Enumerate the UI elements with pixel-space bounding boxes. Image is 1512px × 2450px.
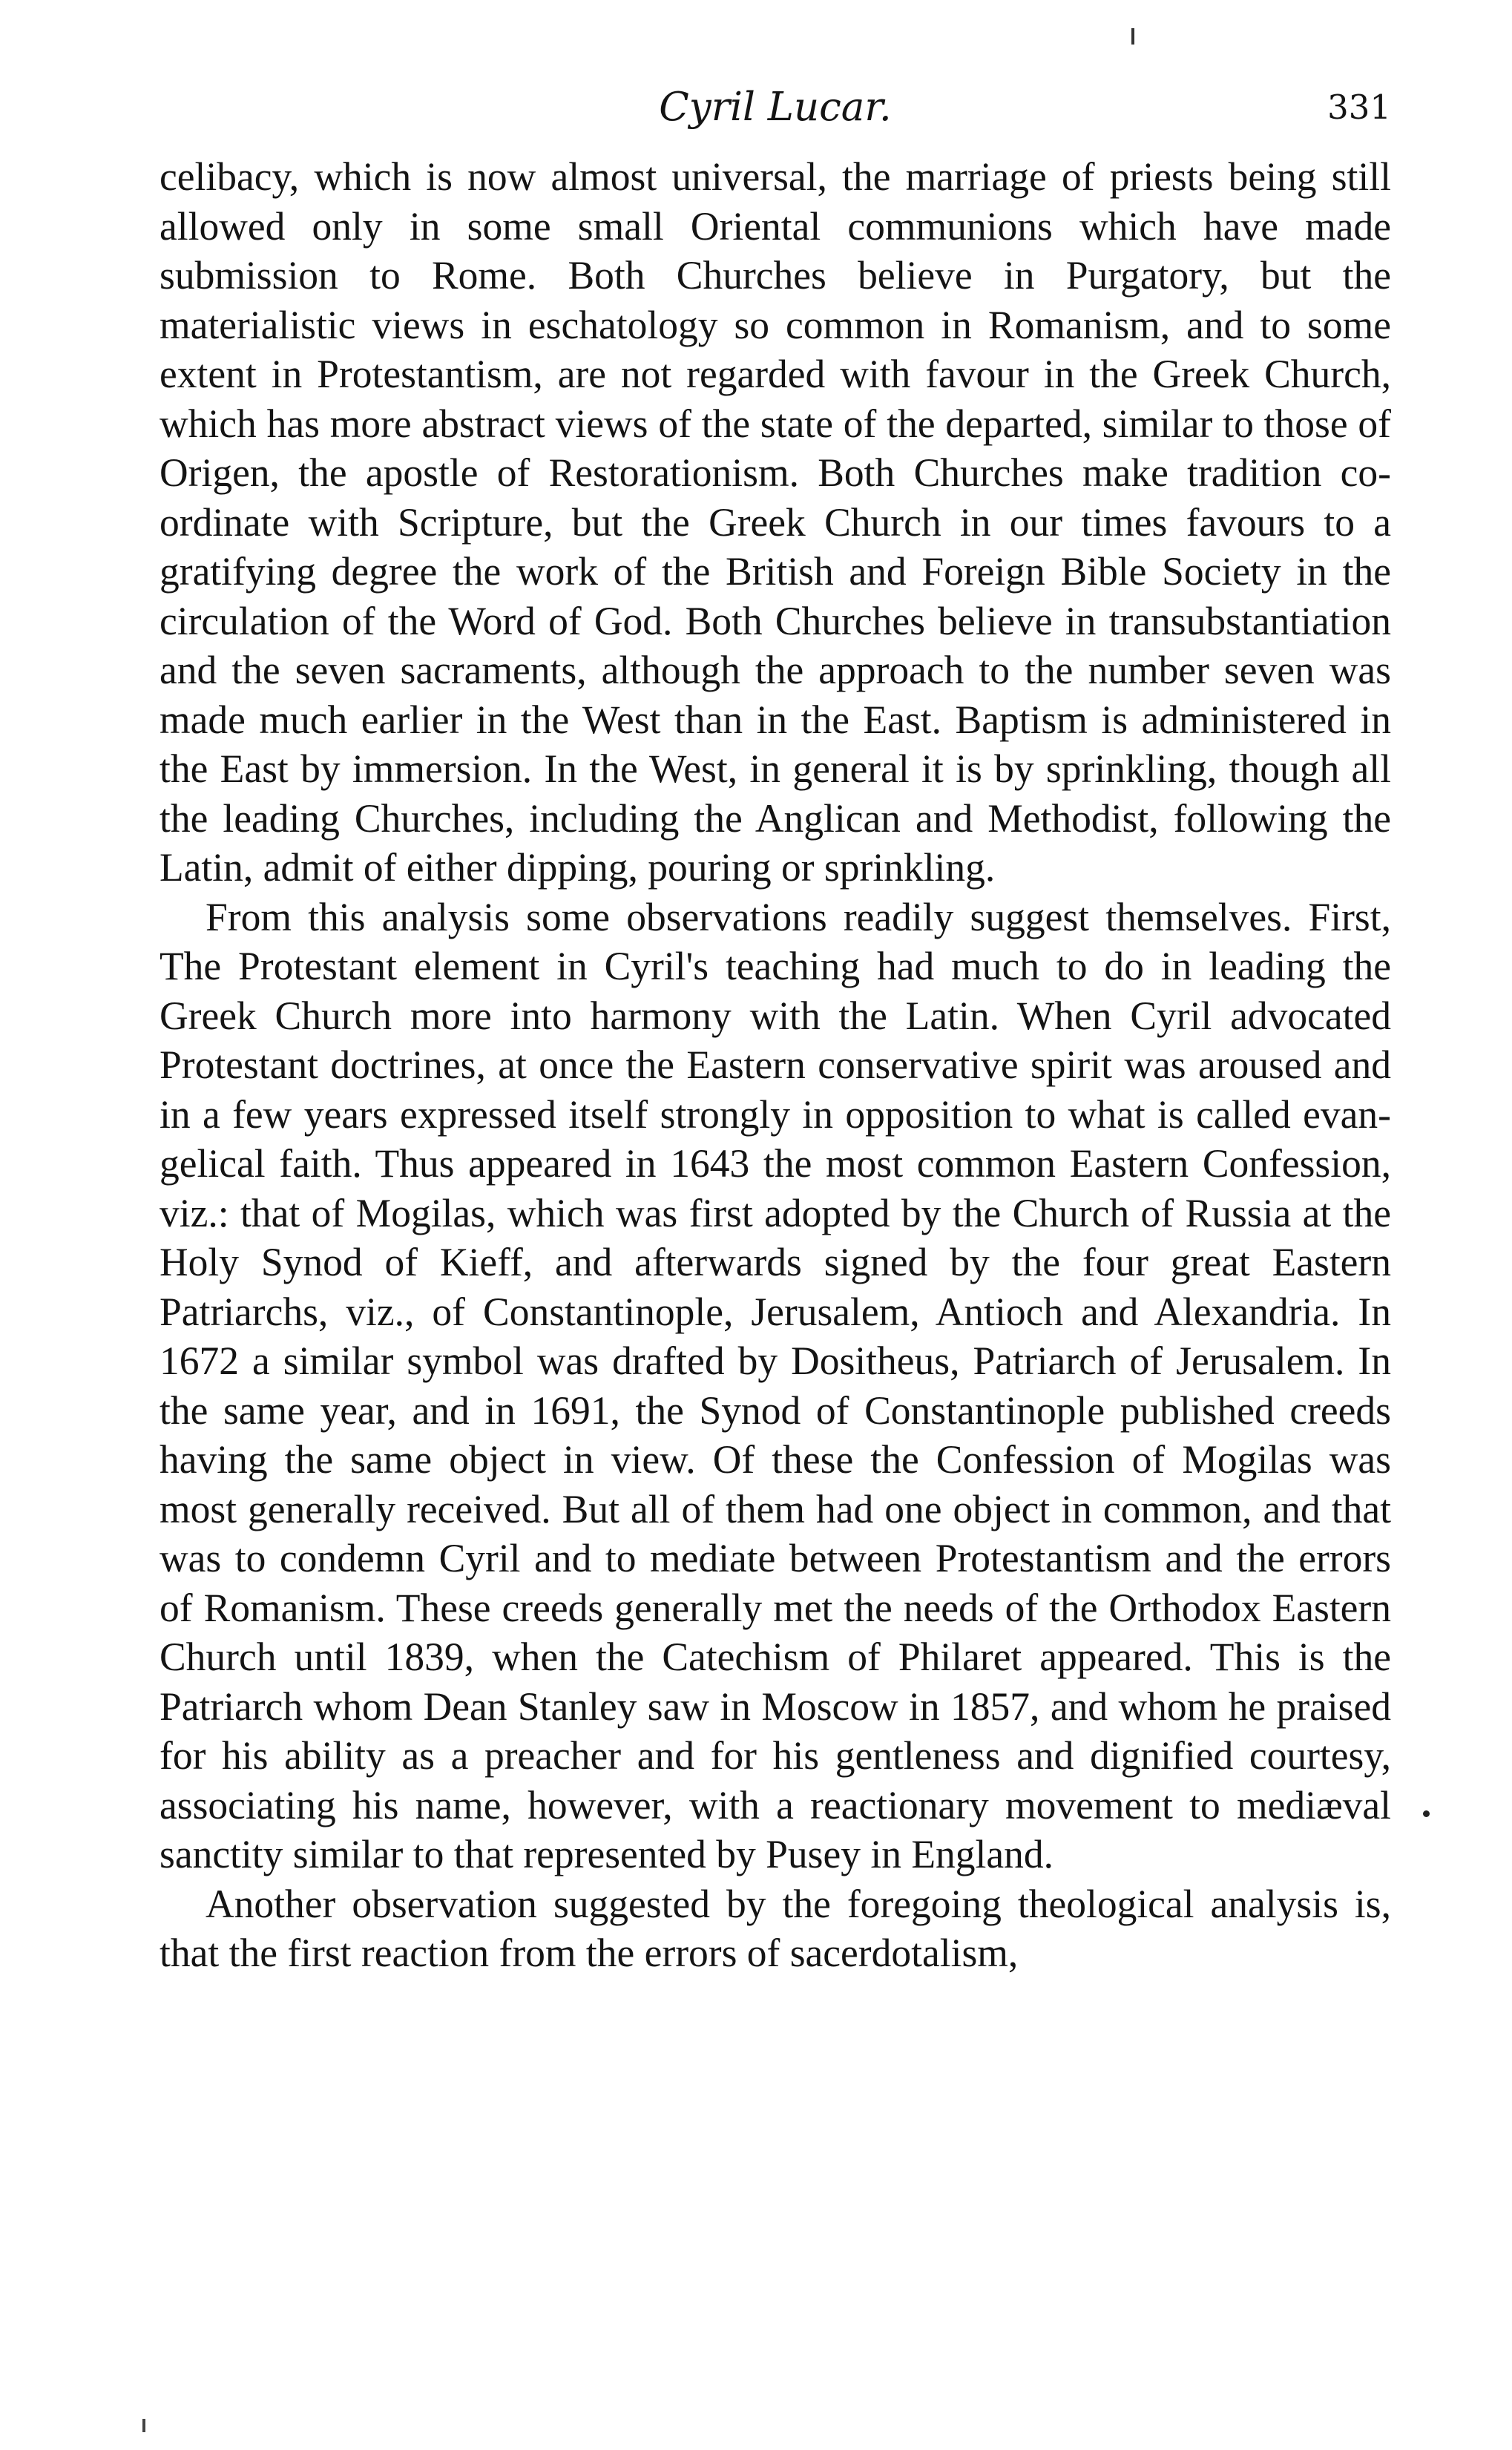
book-page	[160, 78, 1391, 1978]
running-title: Cyril Lucar.	[659, 85, 892, 130]
page-number: 331	[1327, 88, 1391, 127]
body-text	[160, 152, 1391, 1978]
paragraph-1: celibacy, which is now almost universal, the marriage of priests being still allowed only in some small Oriental communions which have made submission to Rome. Both Churches believe in Purgatory, but the materialistic views in eschatology so common in Romanism, and to some extent in Protestantism, are not regarded with favour in the Greek Church, which has more abstract views of the state of the departed, similar to those of Origen, the apostle of Restorationism. Both Churches make tradition co-ordinate with Scripture, but the Greek Church in our times favours to a gratifying degree the work of the British and Foreign Bible Society in the circulation of the Word of God. Both Churches believe in transubstantiation and the seven sacraments, although the approach to the number seven was made much earlier in the West than in the East. Baptism is administered in the East by immersion. In the West, in general it is by sprinkling, though all the leading Churches, including the Anglican and Methodist, following the Latin, admit of either dipping, pouring or sprinkling.	[160, 154, 1391, 890]
page-header	[160, 78, 1391, 152]
paragraph-2: From this analysis some observations readily suggest themselves. First, The Protestant element in Cyril's teaching had much to do in leading the Greek Church more into harmony with the Latin. When Cyril advocated Protestant doctrines, at once the Eastern conservative spirit was aroused and in a few years expressed itself strongly in opposition to what is called evangelical faith. Thus appeared in 1643 the most common Eastern Confession, viz.: that of Mogilas, which was first adopted by the Church of Russia at the Holy Synod of Kieff, and afterwards signed by the four great Eastern Patriarchs, viz., of Constantinople, Jerusalem, Antioch and Alexandria. In 1672 a similar symbol was drafted by Dositheus, Patriarch of Jerusalem. In the same year, and in 1691, the Synod of Constantinople published creeds having the same object in view. Of these the Confession of Mogilas was most generally received. But all of them had one object in common, and that was to condemn Cyril and to mediate between Protestantism and the errors of Romanism. These creeds generally met the needs of the Orthodox Eastern Church until 1839, when the Catechism of Philaret appeared. This is the Patriarch whom Dean Stanley saw in Moscow in 1857, and whom he praised for his ability as a preacher and for his gentleness and dignified courtesy, associating his name, however, with a reactionary movement to mediæval sanctity similar to that represented by Pusey in England.	[160, 894, 1391, 1876]
print-speck-margin	[1423, 1810, 1430, 1817]
print-speck-top	[1131, 28, 1134, 45]
paragraph-3: Another observation suggested by the foregoing theological analysis is, that the first reaction from the errors of sacerdotalism,	[160, 1881, 1391, 1975]
print-speck-bottom	[142, 2419, 145, 2432]
